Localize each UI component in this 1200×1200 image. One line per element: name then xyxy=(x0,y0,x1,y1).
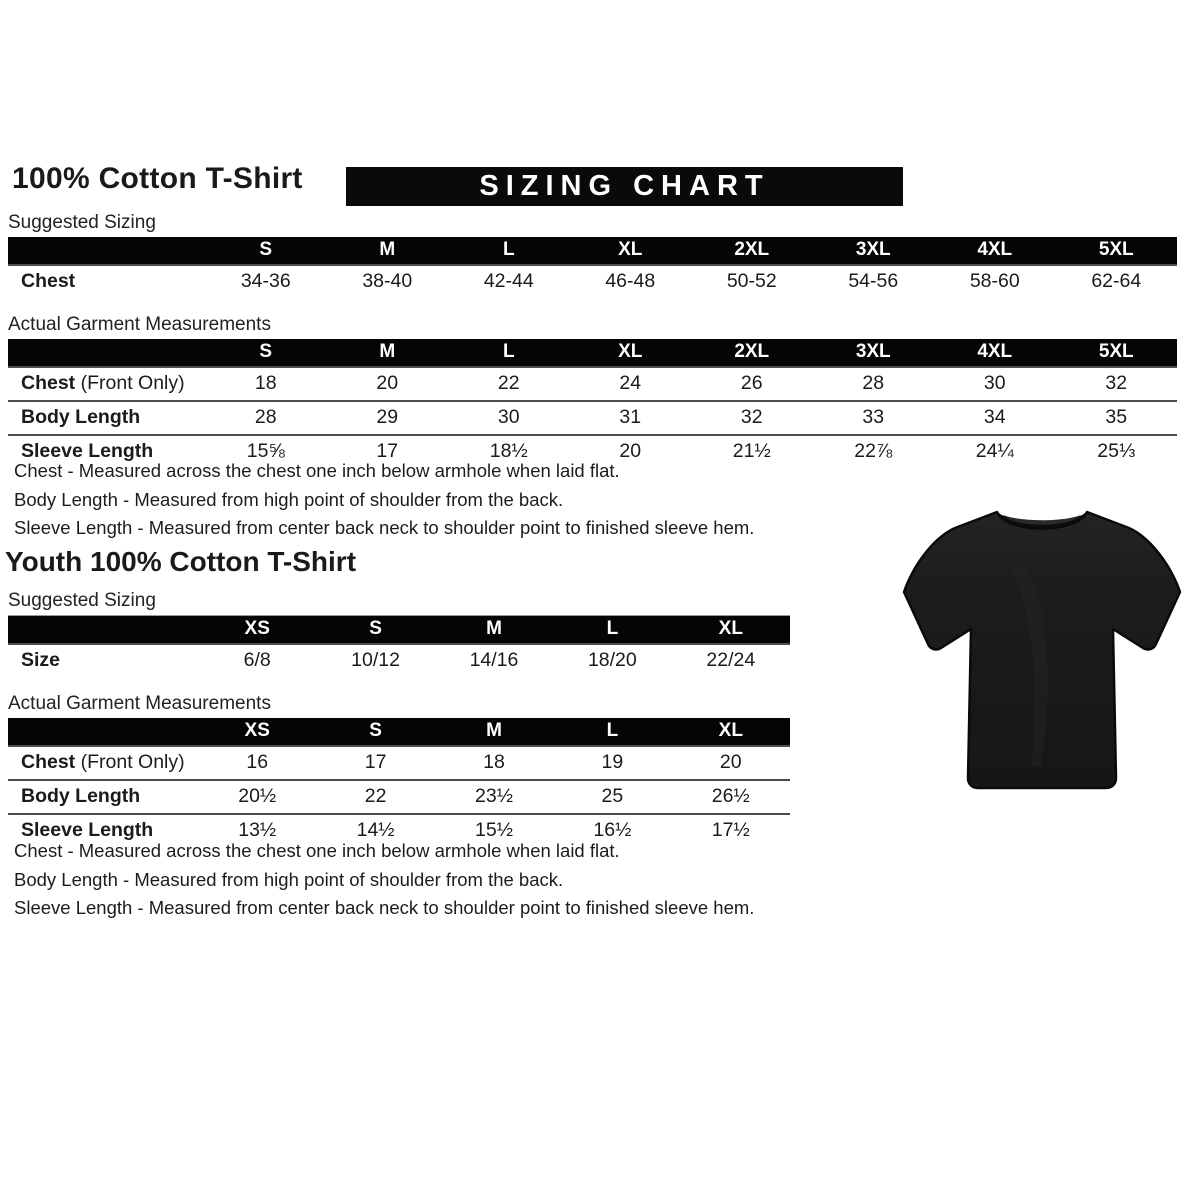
adult-suggested-sizing-table xyxy=(8,237,1177,298)
black-tshirt-graphic xyxy=(891,486,1193,810)
measurement-value-cell: 22⅞ xyxy=(854,440,893,462)
size-column-header: M xyxy=(327,339,449,367)
size-column-header: L xyxy=(448,237,570,265)
sizing-chart-banner xyxy=(346,167,903,206)
size-column-header: L xyxy=(553,718,671,746)
measurement-value-cell: 58-60 xyxy=(969,270,1020,292)
size-column-header: S xyxy=(316,718,434,746)
measurement-value-cell: 34 xyxy=(983,406,1006,428)
measurement-value-cell: 42-44 xyxy=(483,270,534,292)
measurement-value-cell: 14½ xyxy=(356,819,395,841)
size-column-header: 2XL xyxy=(691,237,813,265)
adult-suggested-sizing-label: Suggested Sizing xyxy=(8,212,1177,238)
tshirt-product-image xyxy=(891,486,1193,810)
youth-note-body-length: Body Length - Measured from high point of shoulder from the back. xyxy=(14,868,564,890)
size-column-header: S xyxy=(316,616,434,644)
size-column-header: 2XL xyxy=(691,339,813,367)
sizing-chart-banner-text: SIZING CHART xyxy=(479,170,770,202)
size-column-header: S xyxy=(205,237,327,265)
measurement-value-cell: 15⅝ xyxy=(246,440,285,462)
youth-actual-measurements-label: Actual Garment Measurements xyxy=(8,693,790,719)
size-column-header: 4XL xyxy=(934,237,1056,265)
size-column-header: XL xyxy=(570,237,692,265)
measurement-row xyxy=(8,367,1177,401)
measurement-value-cell: 20 xyxy=(376,372,399,394)
measurement-value-cell: 16 xyxy=(246,751,269,773)
row-label: Body Length xyxy=(21,785,141,807)
measurement-row xyxy=(8,780,790,814)
measurement-value-cell: 20 xyxy=(619,440,642,462)
measurement-row xyxy=(8,644,790,677)
adult-section-title: 100% Cotton T-Shirt xyxy=(12,162,303,195)
row-label: Body Length xyxy=(21,406,141,428)
measurement-value-cell: 24 xyxy=(619,372,642,394)
measurement-value-cell: 18½ xyxy=(489,440,528,462)
measurement-value-cell: 22 xyxy=(497,372,520,394)
size-column-header: XL xyxy=(672,616,790,644)
adult-actual-measurements-label: Actual Garment Measurements xyxy=(8,314,1177,340)
sizes-table xyxy=(8,237,1177,298)
measurement-value-cell: 26 xyxy=(740,372,763,394)
measurement-value-cell: 10/12 xyxy=(351,649,400,671)
measurement-value-cell: 15½ xyxy=(475,819,513,841)
header-corner-cell xyxy=(8,237,205,265)
adult-measurement-notes xyxy=(14,461,874,547)
measurement-value-cell: 30 xyxy=(497,406,520,428)
size-column-header: S xyxy=(205,339,327,367)
measurement-value-cell: 24¼ xyxy=(975,440,1014,462)
measurement-value-cell: 18 xyxy=(254,372,277,394)
row-label: Chest (Front Only) xyxy=(21,372,185,394)
youth-suggested-sizing-label: Suggested Sizing xyxy=(8,590,790,616)
youth-note-sleeve-length: Sleeve Length - Measured from center back neck to shoulder point to finished sleeve hem. xyxy=(14,897,755,918)
youth-actual-measurements-table xyxy=(8,718,790,847)
adult-note-chest: Chest - Measured across the chest one inch below armhole when laid flat. xyxy=(14,460,620,481)
measurement-value-cell: 38-40 xyxy=(362,270,413,292)
measurement-value-cell: 25⅓ xyxy=(1097,440,1136,462)
measurement-value-cell: 26½ xyxy=(711,785,750,807)
size-column-header: 4XL xyxy=(934,339,1056,367)
measurement-value-cell: 22/24 xyxy=(706,649,756,671)
size-column-header: XL xyxy=(672,718,790,746)
youth-measurement-notes xyxy=(14,841,874,927)
measurement-value-cell: 25 xyxy=(601,785,624,807)
measurement-row xyxy=(8,265,1177,298)
measurement-value-cell: 21½ xyxy=(732,440,771,462)
row-label: Chest (Front Only) xyxy=(21,751,185,773)
size-column-header: L xyxy=(553,616,671,644)
measurement-value-cell: 18/20 xyxy=(587,649,637,671)
sizes-table xyxy=(8,616,790,677)
measurement-value-cell: 20 xyxy=(719,751,742,773)
size-column-header: 5XL xyxy=(1056,339,1178,367)
measurement-value-cell: 6/8 xyxy=(243,649,271,671)
youth-note-chest: Chest - Measured across the chest one inch below armhole when laid flat. xyxy=(14,840,620,861)
row-label: Size xyxy=(21,649,61,671)
size-column-header: XL xyxy=(570,339,692,367)
youth-suggested-sizing-table xyxy=(8,616,790,677)
size-column-header: M xyxy=(435,718,553,746)
measurement-row xyxy=(8,401,1177,435)
row-label: Sleeve Length xyxy=(21,819,154,841)
measurement-value-cell: 32 xyxy=(1105,372,1128,394)
adult-note-body-length: Body Length - Measured from high point of shoulder from the back. xyxy=(14,488,564,510)
adult-actual-measurements-table xyxy=(8,339,1177,468)
size-column-header: 3XL xyxy=(813,237,935,265)
sizes-table xyxy=(8,718,790,847)
row-label: Chest xyxy=(21,270,76,292)
measurement-value-cell: 16½ xyxy=(593,819,632,841)
measurement-value-cell: 17 xyxy=(376,440,399,462)
sizes-table xyxy=(8,339,1177,468)
header-corner-cell xyxy=(8,616,198,644)
measurement-row xyxy=(8,746,790,780)
measurement-value-cell: 17 xyxy=(364,751,387,773)
size-column-header: 5XL xyxy=(1056,237,1178,265)
size-column-header: M xyxy=(327,237,449,265)
measurement-value-cell: 22 xyxy=(364,785,387,807)
header-corner-cell xyxy=(8,718,198,746)
measurement-value-cell: 54-56 xyxy=(848,270,899,292)
measurement-value-cell: 35 xyxy=(1105,406,1128,428)
measurement-value-cell: 31 xyxy=(619,406,642,428)
measurement-value-cell: 18 xyxy=(483,751,505,773)
measurement-value-cell: 32 xyxy=(740,406,763,428)
measurement-value-cell: 29 xyxy=(376,406,399,428)
size-column-header: L xyxy=(448,339,570,367)
size-column-header: M xyxy=(435,616,553,644)
measurement-value-cell: 14/16 xyxy=(469,649,519,671)
measurement-value-cell: 50-52 xyxy=(726,270,777,292)
size-column-header: 3XL xyxy=(813,339,935,367)
youth-section-title: Youth 100% Cotton T-Shirt xyxy=(5,546,357,577)
measurement-value-cell: 23½ xyxy=(475,785,513,807)
measurement-value-cell: 30 xyxy=(983,372,1006,394)
row-label: Sleeve Length xyxy=(21,440,154,462)
measurement-value-cell: 62-64 xyxy=(1091,270,1142,292)
size-column-header: XS xyxy=(198,718,316,746)
measurement-value-cell: 46-48 xyxy=(605,270,656,292)
measurement-value-cell: 34-36 xyxy=(240,270,291,292)
measurement-value-cell: 13½ xyxy=(238,819,277,841)
size-column-header: XS xyxy=(198,616,316,644)
measurement-value-cell: 28 xyxy=(254,406,277,428)
measurement-value-cell: 20½ xyxy=(238,785,277,807)
measurement-value-cell: 19 xyxy=(601,751,624,773)
measurement-value-cell: 28 xyxy=(862,372,885,394)
measurement-value-cell: 33 xyxy=(862,406,885,428)
adult-note-sleeve-length: Sleeve Length - Measured from center back neck to shoulder point to finished sleeve hem. xyxy=(14,517,755,538)
header-corner-cell xyxy=(8,339,205,367)
measurement-value-cell: 17½ xyxy=(711,819,750,841)
